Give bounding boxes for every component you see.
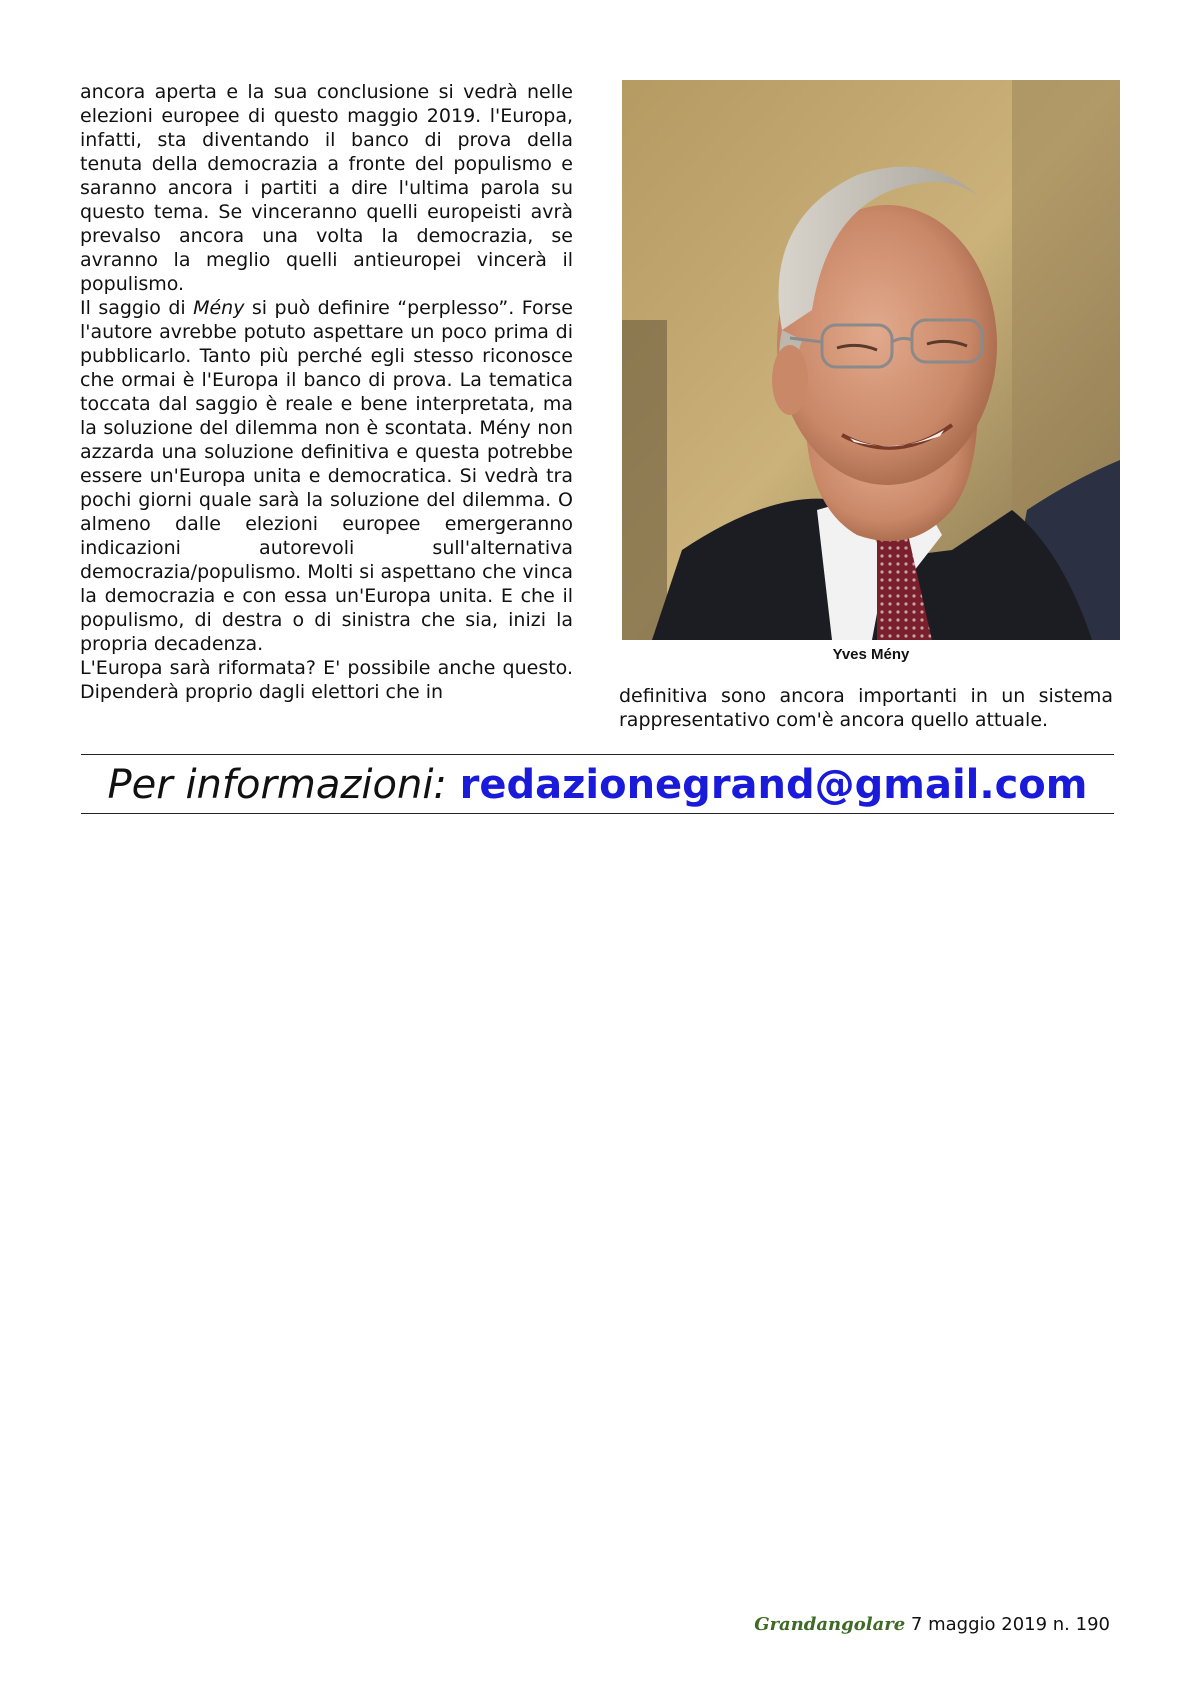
info-top-rule — [81, 754, 1114, 755]
footer-brand: Grandangolare — [754, 1614, 906, 1635]
author-name-italic: Mény — [193, 297, 245, 319]
info-bottom-rule — [81, 813, 1114, 814]
left-paragraph-2 — [80, 296, 573, 656]
portrait-photo — [622, 80, 1120, 640]
left-paragraph-3: L'Europa sarà riformata? E' possibile anche questo. Dipenderà proprio dagli elettori che in — [80, 657, 573, 703]
left-paragraph-2-start: Il saggio di — [80, 297, 194, 319]
photo-caption: Yves Mény — [832, 646, 910, 663]
right-paragraph-1: definitiva sono ancora importanti in un sistema rappresentativo com'è ancora quello attuale. — [619, 685, 1113, 731]
left-column — [80, 80, 573, 704]
info-label: Per informazioni: — [107, 762, 447, 808]
info-banner — [81, 760, 1114, 810]
left-paragraph-2-rest: si può definire “perplesso”. Forse l'autore avrebbe potuto aspettare un poco prima di pubblicarlo. Tanto più perché egli stesso riconosce che ormai è l'Europa il banco di prova. La tematica toccata dal saggio è reale e bene interpretata, ma la soluzione del dilemma non è scontata. Mény non azzarda una soluzione definitiva e questa potrebbe essere un'Europa unita e democratica. Si vedrà tra pochi giorni quale sarà la soluzione del dilemma. O almeno dalle elezioni europee emergeranno indicazioni autorevoli sull'alternativa democrazia/populismo. Molti si aspettano che vinca la democrazia e con essa un'Europa unita. E che il populismo, di destra o di sinistra che sia, inizi la propria decadenza. — [80, 297, 573, 655]
page-footer — [754, 1614, 1110, 1635]
left-paragraph-1: ancora aperta e la sua conclusione si vedrà nelle elezioni europee di questo maggio 2019. l'Europa, infatti, sta diventando il banco di prova della tenuta della democrazia a fronte del populismo e saranno ancora i partiti a dire l'ultima parola su questo tema. Se vinceranno quelli europeisti avrà prevalso ancora una volta la democrazia, se avranno la meglio quelli antieuropei vincerà il populismo. — [80, 81, 573, 295]
photo-figure — [622, 80, 1120, 663]
info-email-link[interactable]: redazionegrand@gmail.com — [459, 762, 1088, 808]
right-column — [619, 684, 1113, 732]
footer-date-issue: 7 maggio 2019 n. 190 — [910, 1614, 1110, 1635]
